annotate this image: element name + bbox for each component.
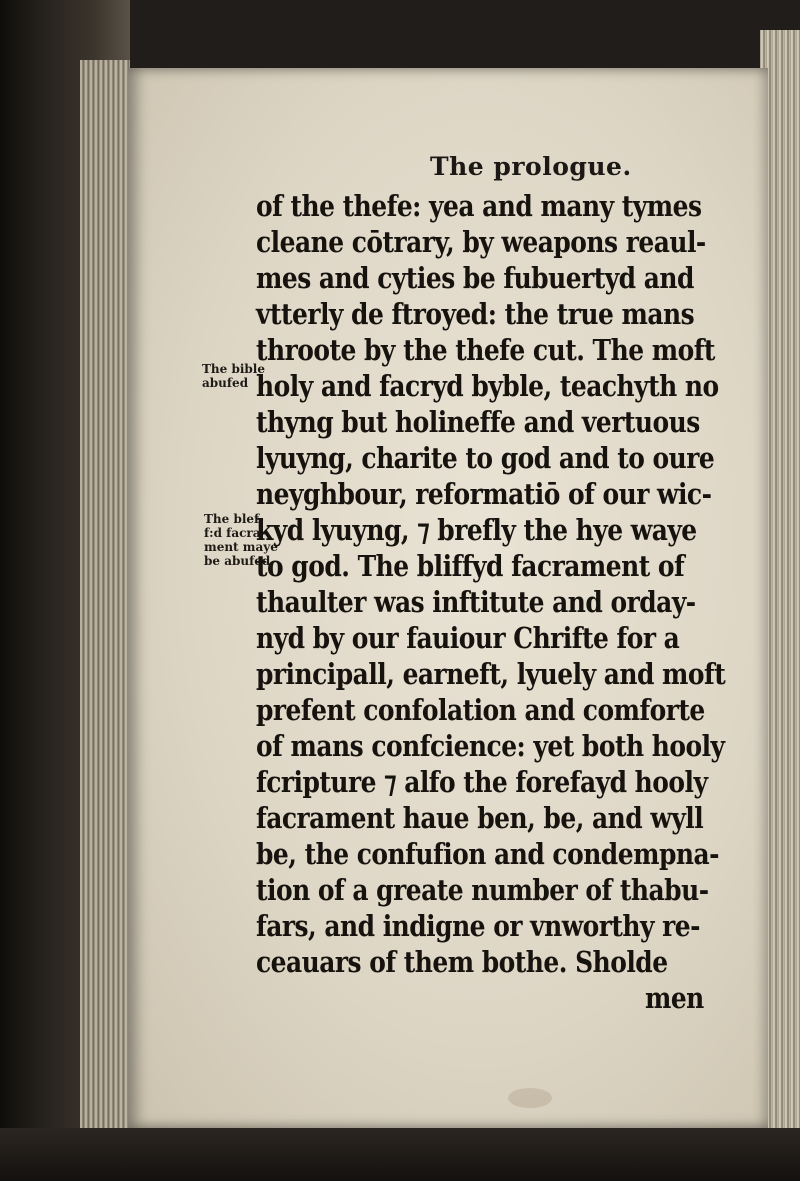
text-line: lyuyng, charite to god and to oure	[256, 441, 715, 475]
text-line: nyd by our fauiour Chrifte for a	[256, 621, 680, 655]
text-line: ceauars of them bothe. Sholde	[256, 945, 668, 979]
text-line: thaulter was inftitute and orday-	[256, 585, 696, 619]
page-stain	[508, 1088, 552, 1108]
margin-note-sacrament-line: The blef-	[204, 512, 264, 526]
text-line: principall, earneft, lyuely and moft	[256, 657, 726, 691]
running-header: The prologue.	[430, 152, 632, 181]
body-text	[256, 188, 764, 1016]
text-line: facrament haue ben, be, and wyll	[256, 801, 704, 835]
margin-note-bible-line: abufed	[202, 376, 249, 390]
page-edges-left	[80, 60, 130, 1140]
catchword: men	[644, 981, 704, 1015]
margin-note-sacrament-line: f:d facra-	[204, 526, 266, 540]
text-line: cleane cōtrary, by weapons reaul-	[256, 225, 706, 259]
text-line: neyghbour, reformatiō of our wic-	[256, 477, 712, 511]
text-line: holy and facryd byble, teachyth no	[256, 369, 719, 403]
text-line: fars, and indigne or vnworthy re-	[256, 909, 700, 943]
text-line: be, the confufion and condempna-	[256, 837, 719, 871]
text-line: thyng but holineffe and vertuous	[256, 405, 700, 439]
text-line: vtterly de ftroyed: the true mans	[256, 297, 695, 331]
text-line: prefent confolation and comforte	[256, 693, 705, 727]
text-line: fcripture ⁊ alfo the forefayd hooly	[256, 765, 708, 799]
text-line: to god. The bliffyd facrament of	[256, 549, 685, 583]
text-line: throote by the thefe cut. The moft	[256, 333, 715, 367]
bottom-shadow	[0, 1128, 800, 1181]
text-line: of the thefe: yea and many tymes	[256, 189, 702, 223]
margin-note-sacrament-line: be abufed.	[204, 554, 275, 568]
margin-note-sacrament-line: ment maye	[204, 540, 278, 554]
margin-note-bible-line: The bible	[202, 362, 265, 376]
text-line: mes and cyties be fubuertyd and	[256, 261, 694, 295]
text-line: tion of a greate number of thabu-	[256, 873, 709, 907]
text-line: kyd lyuyng, ⁊ brefly the hye waye	[256, 513, 697, 547]
text-line: of mans confcience: yet both hooly	[256, 729, 725, 763]
